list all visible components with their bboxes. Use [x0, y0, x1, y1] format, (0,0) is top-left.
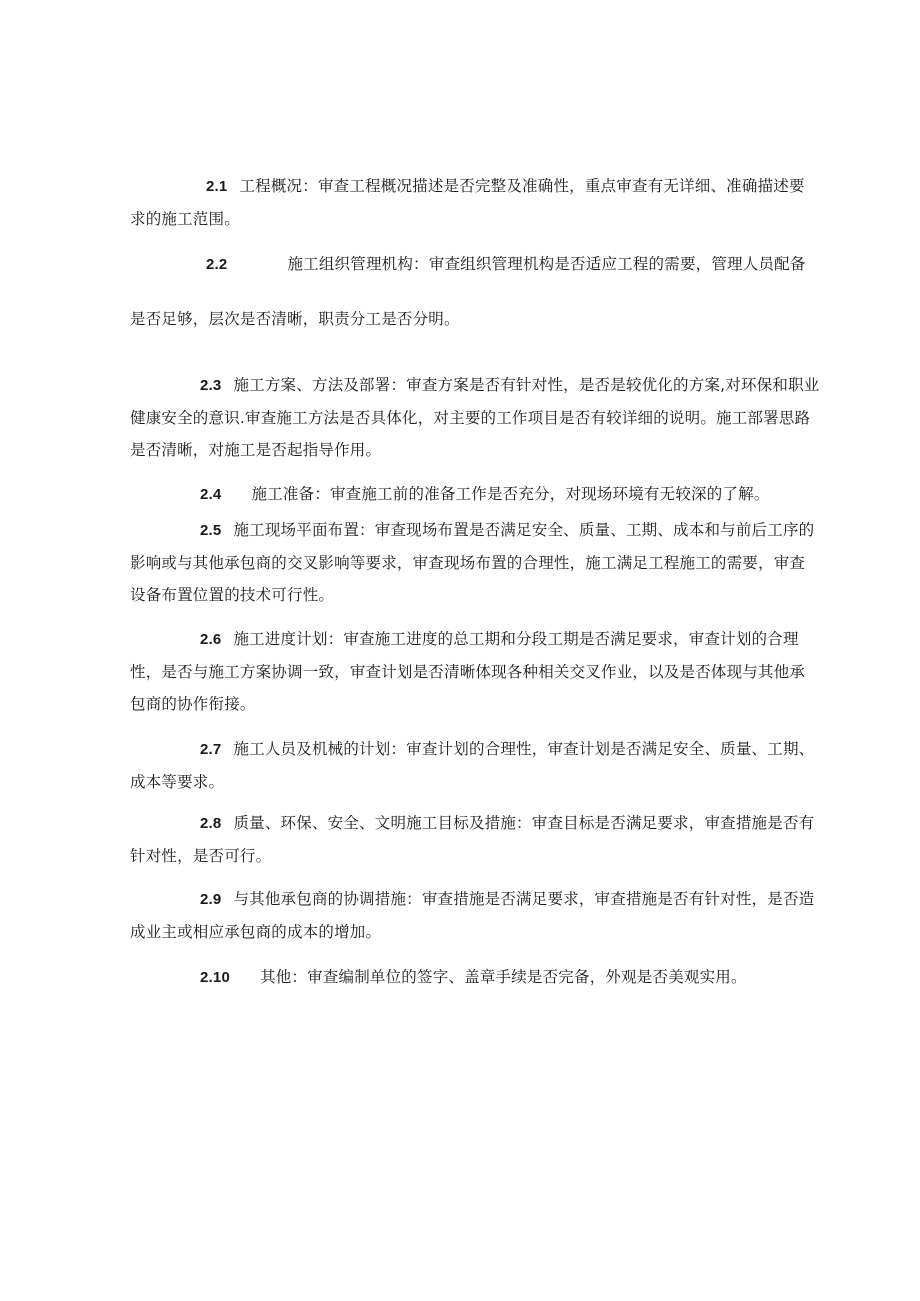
section-text: 其他：审查编制单位的签字、盖章手续是否完备，外观是否美观实用。 [260, 968, 747, 986]
section-2-4 [130, 478, 820, 511]
section-2-5 [130, 514, 820, 611]
section-2-3 [130, 369, 820, 466]
section-number: 2.10 [200, 969, 230, 986]
section-number: 2.1 [206, 178, 228, 195]
section-number: 2.8 [200, 815, 222, 832]
section-number: 2.6 [200, 631, 222, 648]
section-number: 2.7 [200, 741, 222, 758]
section-text: 与其他承包商的协调措施：审查措施是否满足要求，审查措施是否有针对性，是否造成业主或相应承包商的成本的增加。 [130, 890, 815, 941]
section-text: 施工准备：审查施工前的准备工作是否充分，对现场环境有无较深的了解。 [251, 485, 770, 503]
section-2-10 [130, 961, 820, 994]
section-number: 2.2 [206, 256, 228, 273]
section-2-7 [130, 733, 820, 798]
section-text: 工程概况：审查工程概况描述是否完整及准确性，重点审查有无详细、准确描述要求的施工范围。 [130, 177, 805, 228]
section-number: 2.4 [200, 486, 222, 503]
section-text: 施工方案、方法及部署：审查方案是否有针对性，是否是较优化的方案,对环保和职业健康安全的意识.审查施工方法是否具体化，对主要的工作项目是否有较详细的说明。施工部署思路是否清晰，对施工是否起指导作用。 [130, 376, 820, 459]
section-text: 施工进度计划：审查施工进度的总工期和分段工期是否满足要求，审查计划的合理性，是否与施工方案协调一致，审查计划是否清晰体现各种相关交叉作业，以及是否体现与其他承包商的协作衔接。 [130, 630, 806, 713]
section-2-2 [130, 237, 820, 346]
section-text: 施工人员及机械的计划：审查计划的合理性，审查计划是否满足安全、质量、工期、成本等要求。 [130, 740, 815, 791]
section-2-1 [130, 170, 820, 235]
section-text: 施工组织管理机构：审查组织管理机构是否适应工程的需要，管理人员配备是否足够，层次是否清晰，职责分工是否分明。 [130, 255, 806, 328]
section-number: 2.5 [200, 522, 222, 539]
section-text: 施工现场平面布置：审查现场布置是否满足安全、质量、工期、成本和与前后工序的影响或与其他承包商的交叉影响等要求，审查现场布置的合理性，施工满足工程施工的需要，审查设备布置位置的技术可行性。 [130, 521, 815, 604]
section-number: 2.3 [200, 377, 222, 394]
section-2-6 [130, 623, 820, 720]
section-2-8 [130, 807, 820, 872]
section-text: 质量、环保、安全、文明施工目标及措施：审查目标是否满足要求，审查措施是否有针对性，是否可行。 [130, 814, 815, 865]
section-number: 2.9 [200, 891, 222, 908]
section-2-9 [130, 883, 820, 948]
